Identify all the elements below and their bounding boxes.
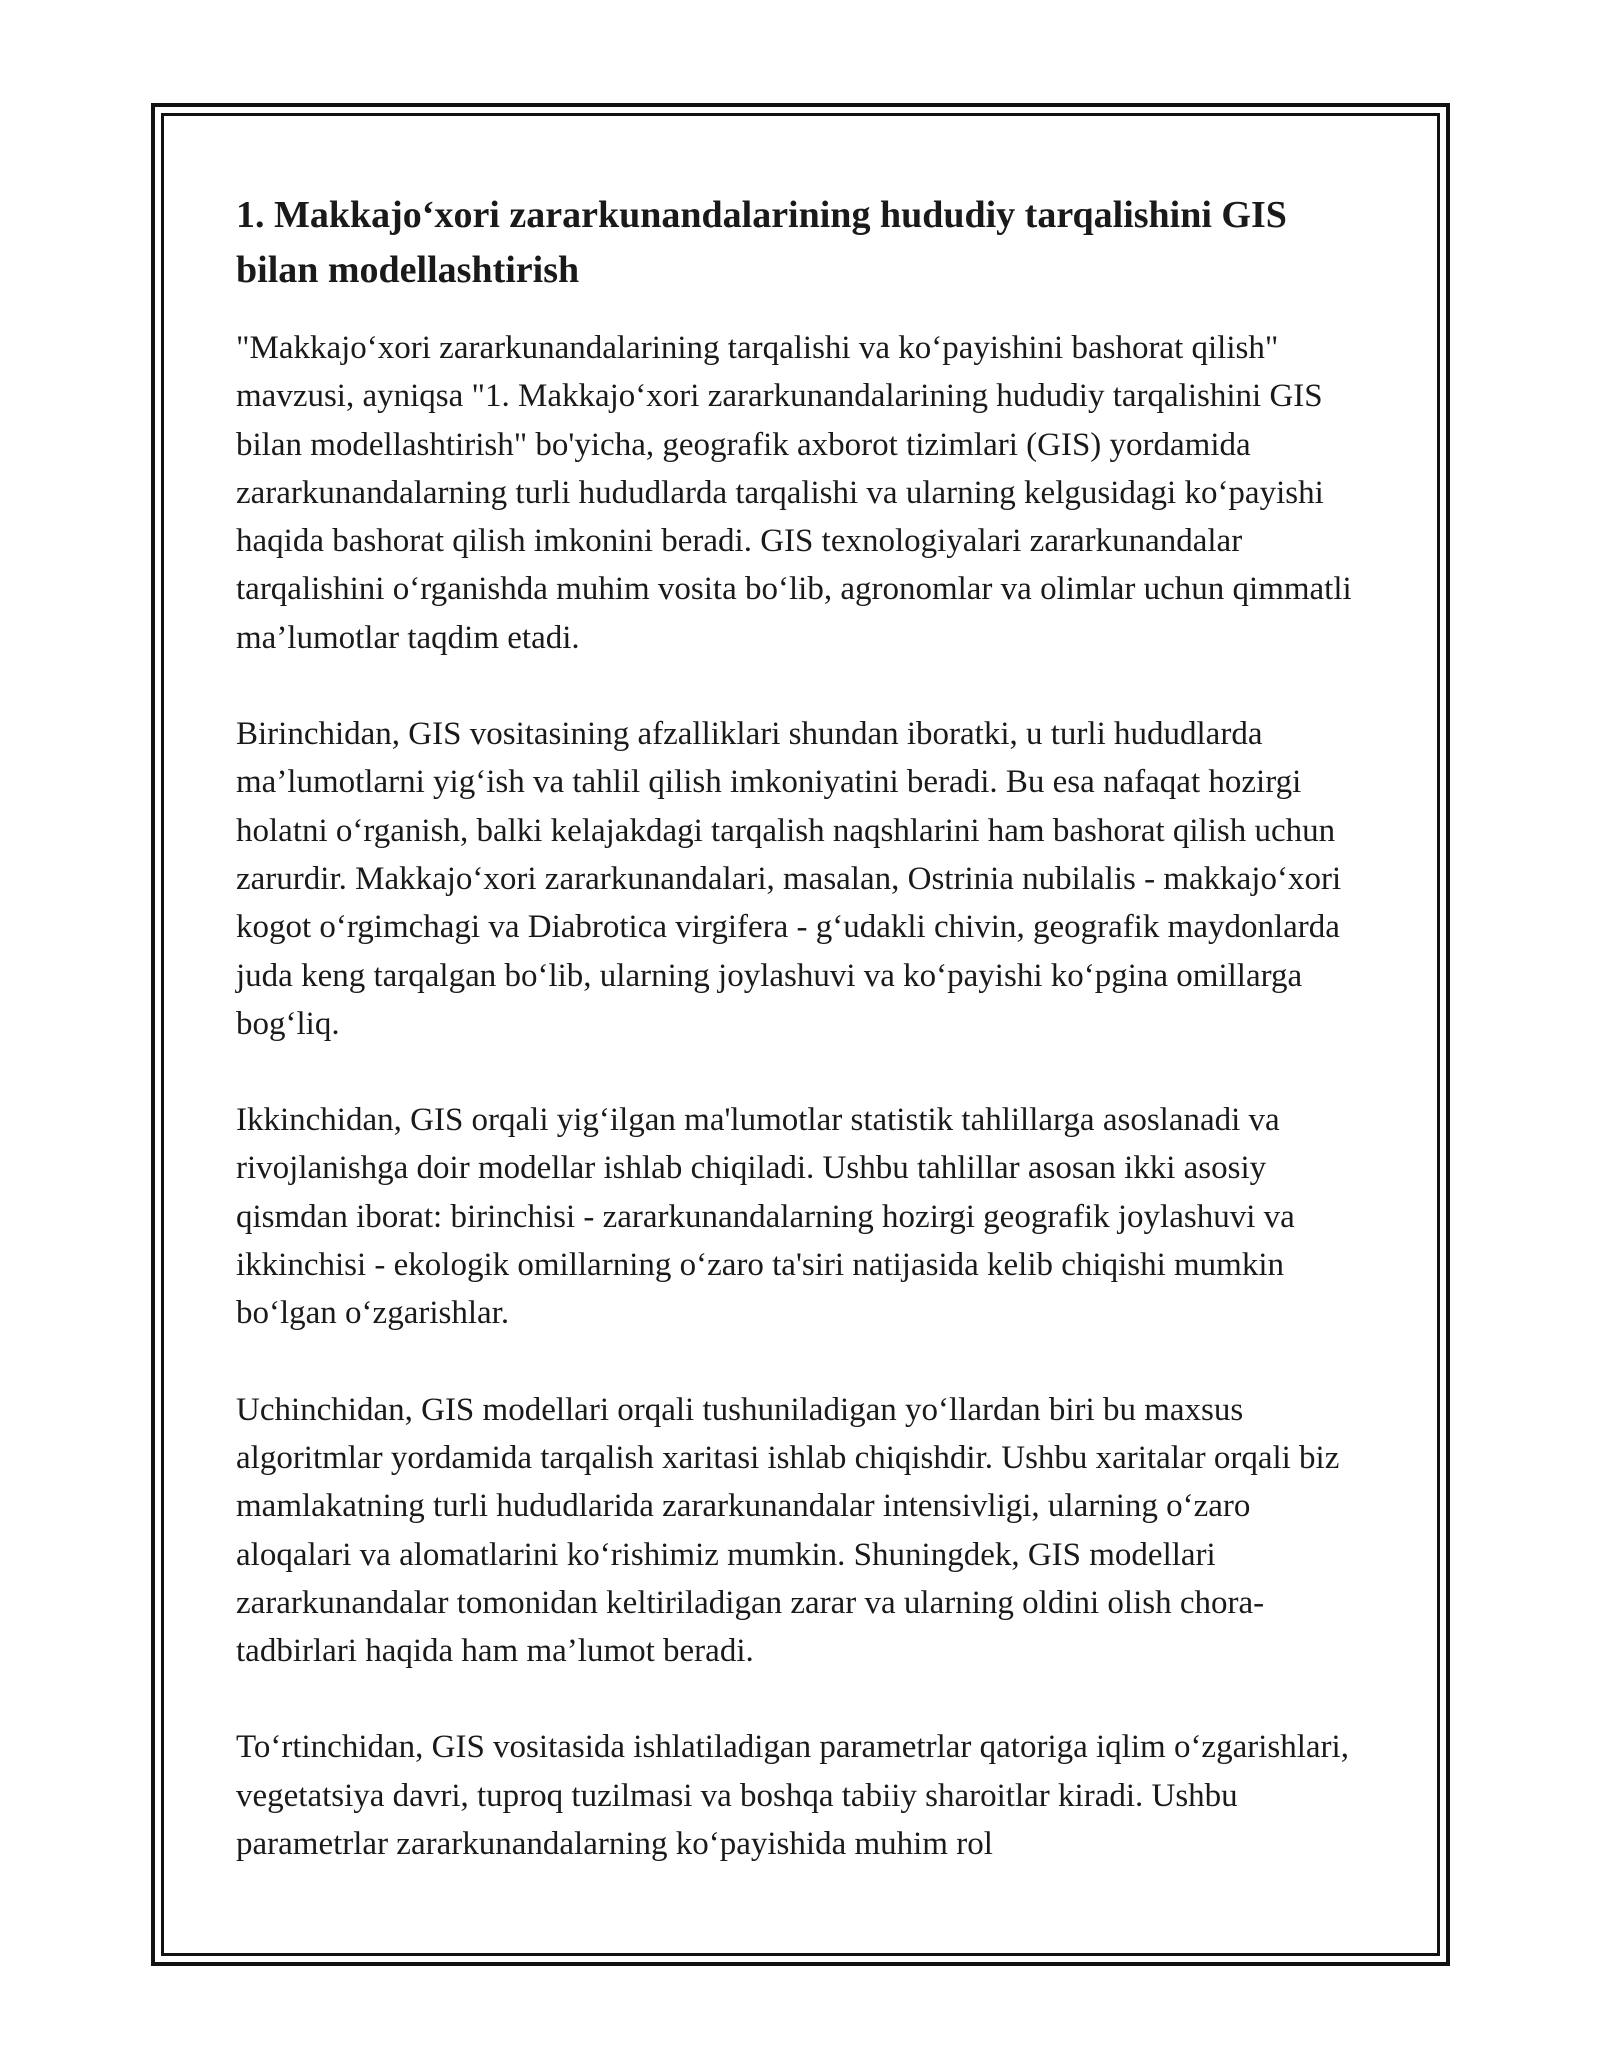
document-body <box>236 188 1372 1916</box>
section-title: 1. Makkajo‘xori zararkunandalarining hududiy tarqalishini GIS bilan modellashtirish <box>236 194 1287 291</box>
paragraph-first: Birinchidan, GIS vositasining afzalliklari shundan iboratki, u turli hududlarda ma’lumotlarni yig‘ish va tahlil qilish imkoniyatini beradi. Bu esa nafaqat hozirgi holatni o‘rganish, balki kelajakdagi tarqalish naqshlarini ham bashorat qilish uchun zarurdir. Makkajo‘xori zararkunandalari, masalan, Ostrinia nubilalis - makkajo‘xori kogot o‘rgimchagi va Diabrotica virgifera - g‘udakli chivin, geografik maydonlarda juda keng tarqalgan bo‘lib, ularning joylashuvi va ko‘payishi ko‘pgina omillarga bog‘liq. <box>236 716 1342 1042</box>
paragraph-fourth: To‘rtinchidan, GIS vositasida ishlatiladigan parametrlar qatoriga iqlim o‘zgarishlari, vegetatsiya davri, tuproq tuzilmasi va boshqa tabiiy sharoitlar kiradi. Ushbu parametrlar zararkunandalarning ko‘payishida muhim rol <box>236 1729 1349 1863</box>
paragraph-second: Ikkinchidan, GIS orqali yig‘ilgan ma'lumotlar statistik tahlillarga asoslanadi va rivojlanishga doir modellar ishlab chiqiladi. Ushbu tahlillar asosan ikki asosiy qismdan iborat: birinchisi - zararkunandalarning hozirgi geografik joylashuvi va ikkinchisi - ekologik omillarning o‘zaro ta'siri natijasida kelib chiqishi mumkin bo‘lgan o‘zgarishlar. <box>236 1102 1295 1332</box>
paragraph-intro: "Makkajo‘xori zararkunandalarining tarqalishi va ko‘payishini bashorat qilish" mavzusi, ayniqsa "1. Makkajo‘xori zararkunandalarining hududiy tarqalishini GIS bilan modellashtirish" bo'yicha, geografik axborot tizimlari (GIS) yordamida zararkunandalarning turli hududlarda tarqalishi va ularning kelgusidagi ko‘payishi haqida bashorat qilish imkonini beradi. GIS texnologiyalari zararkunandalar tarqalishini o‘rganishda muhim vosita bo‘lib, agronomlar va olimlar uchun qimmatli ma’lumotlar taqdim etadi. <box>236 330 1352 656</box>
paragraph-third: Uchinchidan, GIS modellari orqali tushuniladigan yo‘llardan biri bu maxsus algoritmlar yordamida tarqalish xaritasi ishlab chiqishdir. Ushbu xaritalar orqali biz mamlakatning turli hududlarida zararkunandalar intensivligi, ularning o‘zaro aloqalari va alomatlarini ko‘rishimiz mumkin. Shuningdek, GIS modellari zararkunandalar tomonidan keltiriladigan zarar va ularning oldini olish chora-tadbirlari haqida ham ma’lumot beradi. <box>236 1391 1340 1670</box>
